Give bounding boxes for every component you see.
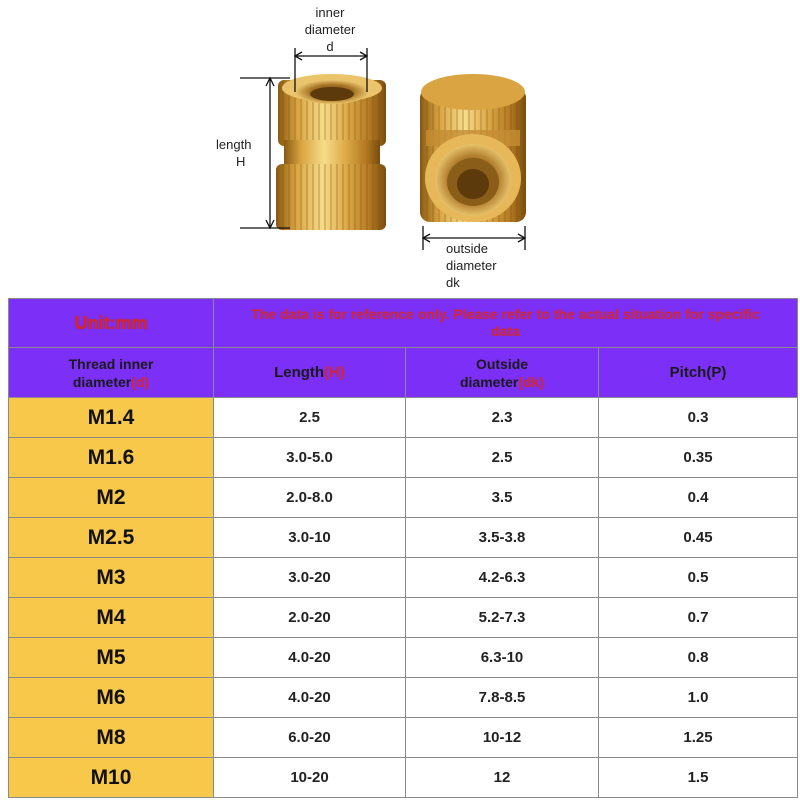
length-label: length H	[216, 137, 252, 169]
pitch-cell: 1.0	[687, 689, 709, 706]
outside-cell: 3.5	[491, 489, 513, 506]
thread-cell: M6	[96, 685, 126, 709]
thread-cell: M2.5	[87, 525, 135, 549]
unit-cell	[8, 299, 214, 348]
length-cell: 2.0-8.0	[286, 489, 333, 506]
pitch-cell: 0.8	[687, 649, 709, 666]
table-row	[8, 478, 798, 518]
reference-note: The data is for reference only. Please refer to the actual situation for specific data	[251, 306, 760, 339]
outside-cell: 6.3-10	[480, 649, 524, 666]
length-cell: 10-20	[290, 769, 329, 786]
pitch-cell: 0.35	[683, 449, 713, 466]
table-row	[8, 398, 798, 438]
table-row	[8, 718, 798, 758]
thread-cell: M2	[96, 485, 126, 509]
header-pitch-label: Pitch(P)	[669, 363, 727, 381]
header-thread-symbol: (d)	[131, 373, 150, 390]
length-cell: 4.0-20	[288, 649, 331, 666]
header-thread-line1: Thread inner	[68, 355, 154, 372]
pitch-cell: 0.5	[687, 569, 709, 586]
pitch-cell: 0.4	[687, 489, 709, 506]
length-cell: 6.0-20	[288, 729, 331, 746]
header-outside-symbol: (dk)	[518, 373, 545, 390]
header-outside-line1: Outside	[475, 355, 529, 372]
thread-cell: M1.6	[87, 445, 135, 469]
pitch-cell: 1.5	[687, 769, 709, 786]
outside-cell: 4.2-6.3	[478, 569, 526, 586]
header-length-label: Length	[274, 363, 325, 381]
header-length	[214, 348, 406, 398]
header-outside-line2: diameter	[459, 373, 519, 390]
length-cell: 3.0-5.0	[286, 449, 333, 466]
header-thread-line2: diameter	[72, 373, 132, 390]
length-cell: 2.0-20	[288, 609, 331, 626]
thread-cell: M10	[90, 765, 132, 789]
length-cell: 2.5	[299, 409, 320, 426]
outside-cell: 3.5-3.8	[478, 529, 526, 546]
table-row	[8, 638, 798, 678]
table-row	[8, 438, 798, 478]
pitch-cell: 0.3	[687, 409, 709, 426]
thread-cell: M5	[96, 645, 126, 669]
outside-cell: 2.5	[491, 449, 513, 466]
outside-cell: 10-12	[482, 729, 522, 746]
table-row	[8, 518, 798, 558]
table-row	[8, 758, 798, 798]
brass-insert-side-icon	[276, 74, 386, 230]
header-outside	[406, 348, 599, 398]
brass-inserts-drawing	[0, 0, 800, 300]
thread-cell: M3	[96, 565, 126, 589]
pitch-cell: 0.7	[687, 609, 709, 626]
brass-insert-end-icon	[420, 74, 526, 222]
product-illustration	[0, 0, 800, 300]
spec-table	[8, 298, 798, 800]
note-cell	[214, 299, 798, 348]
unit-label: Unit:mm	[74, 312, 148, 333]
outside-cell: 5.2-7.3	[478, 609, 526, 626]
header-pitch	[599, 348, 798, 398]
pitch-cell: 1.25	[683, 729, 713, 746]
table-header-top	[8, 298, 798, 348]
header-length-symbol: (H)	[324, 363, 345, 381]
length-cell: 3.0-10	[288, 529, 331, 546]
outside-diameter-label: outside diameter dk	[446, 241, 497, 290]
table-row	[8, 678, 798, 718]
pitch-cell: 0.45	[683, 529, 713, 546]
table-row	[8, 598, 798, 638]
inner-diameter-label: inner diameter d	[304, 5, 356, 54]
outside-cell: 2.3	[491, 409, 513, 426]
thread-cell: M1.4	[87, 405, 135, 429]
outside-cell: 12	[493, 769, 511, 786]
outside-cell: 7.8-8.5	[478, 689, 526, 706]
length-cell: 3.0-20	[288, 569, 331, 586]
table-header-columns	[8, 348, 798, 398]
thread-cell: M8	[96, 725, 126, 749]
thread-cell: M4	[96, 605, 126, 629]
header-thread	[8, 348, 214, 398]
length-cell: 4.0-20	[288, 689, 331, 706]
table-row	[8, 558, 798, 598]
